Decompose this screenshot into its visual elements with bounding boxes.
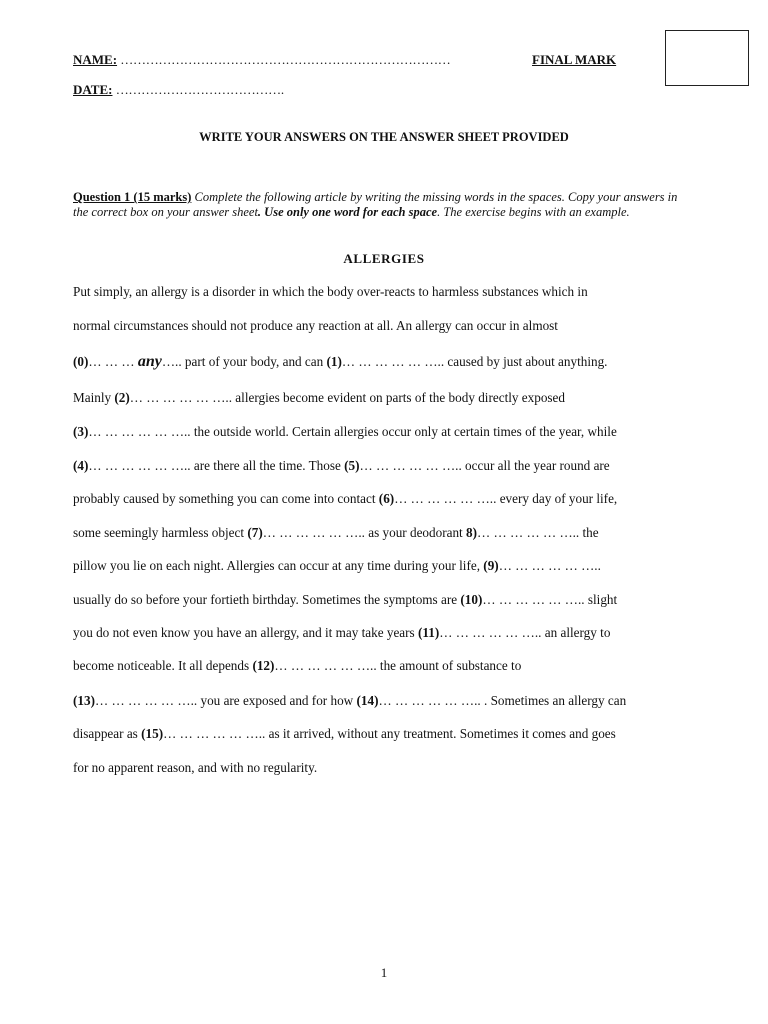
gap-number: (14) [356, 693, 379, 708]
gap-number: (5) [344, 458, 360, 473]
question-text-3: . The exercise begins with an example. [437, 205, 630, 219]
article-line [73, 318, 558, 334]
line-text: some seemingly harmless object [73, 525, 245, 540]
line-text: usually do so before your fortieth birthday. Sometimes the symptoms are [73, 592, 458, 607]
article-line [73, 760, 317, 776]
gap-number: (15) [141, 726, 164, 741]
line-text: you are exposed and for how [200, 693, 354, 708]
line-text: the amount of substance to [379, 658, 522, 673]
gap-number: (13) [73, 693, 95, 708]
name-blank: …………………………………………………………………… [120, 52, 451, 67]
line-text: an allergy to [544, 625, 611, 640]
gap-dots: … … … [88, 354, 135, 369]
date-label: DATE: [73, 82, 113, 97]
article-line [73, 353, 607, 371]
gap-number: (1) [326, 354, 342, 369]
article-line [73, 424, 617, 440]
line-text: as it arrived, without any treatment. Sometimes it comes and goes [268, 726, 616, 741]
question-label: Question 1 (15 marks) [73, 190, 192, 204]
question-bold-instruction: . Use only one word for each space [257, 205, 438, 219]
article-line [73, 693, 626, 709]
date-row [73, 82, 284, 98]
article-line [73, 491, 617, 507]
article-line [73, 284, 588, 300]
line-text: Put simply, an allergy is a disorder in which the body over-reacts to harmless substances which in [73, 284, 588, 299]
line-text: normal circumstances should not produce any reaction at all. An allergy can occur in almost [73, 318, 558, 333]
final-mark-box [665, 30, 749, 86]
line-text: . Sometimes an allergy can [483, 693, 627, 708]
gap-dots: … … … … … ….. [163, 726, 266, 741]
line-text: the outside world. Certain allergies occur only at certain times of the year, while [193, 424, 617, 439]
line-text: Mainly [73, 390, 112, 405]
name-row [73, 52, 451, 68]
gap-dots: … … … … … ….. [378, 693, 481, 708]
gap-dots: … … … … … ….. [88, 458, 191, 473]
gap-number: (11) [417, 625, 440, 640]
question-text-1: Complete the following article by writing the missing words in the spaces [191, 190, 562, 204]
article-line [73, 592, 617, 608]
gap-number: (2) [114, 390, 130, 405]
gap-dots: … … … … … ….. [482, 592, 585, 607]
line-text: every day of your life, [499, 491, 618, 506]
final-mark-label: FINAL MARK [532, 52, 617, 67]
answer-sheet-instruction: WRITE YOUR ANSWERS ON THE ANSWER SHEET PROVIDED [199, 130, 569, 144]
gap-dots: … … … … … ….. [477, 525, 580, 540]
line-text: pillow you lie on each night. Allergies can occur at any time during your life, [73, 558, 480, 573]
gap-number: (9) [483, 558, 499, 573]
gap-dots: … … … … … ….. [341, 354, 445, 369]
gap-dots: … … … … … ….. [498, 558, 601, 573]
gap-dots: … … … … … ….. [88, 424, 191, 439]
gap-number: (3) [73, 424, 89, 439]
article-title: ALLERGIES [343, 251, 425, 266]
gap-dots: … … … … … ….. [274, 658, 377, 673]
question-text-2: . Copy your answers in the correct box on your answer sheet [73, 190, 678, 219]
line-text: allergies become evident on parts of the body directly exposed [235, 390, 566, 405]
date-blank: …………………………………. [115, 82, 284, 97]
article-line [73, 625, 610, 641]
gap-dots: … … … … … ….. [359, 458, 462, 473]
line-text: ….. part of your body, and can [161, 354, 324, 369]
page-number: 1 [380, 965, 388, 980]
line-text: caused by just about anything. [447, 354, 608, 369]
gap-number: (4) [73, 458, 89, 473]
article-line [73, 458, 610, 474]
line-text: become noticeable. It all depends [73, 658, 250, 673]
line-text: you do not even know you have an allergy, and it may take years [73, 625, 415, 640]
gap-dots: … … … … … ….. [94, 693, 198, 708]
name-label: NAME: [73, 52, 118, 67]
article-line [73, 390, 565, 406]
gap-dots: … … … … … ….. [262, 525, 365, 540]
article-line [73, 726, 616, 742]
gap-number: (7) [247, 525, 263, 540]
example-answer: any [137, 353, 162, 370]
line-text: slight [587, 592, 618, 607]
final-mark-row [532, 52, 616, 68]
gap-dots: … … … … … ….. [129, 390, 232, 405]
gap-dots: … … … … … ….. [394, 491, 497, 506]
line-text: the [582, 525, 599, 540]
line-text: occur all the year round are [465, 458, 610, 473]
line-text: for no apparent reason, and with no regularity. [73, 760, 318, 775]
line-text: as your deodorant [368, 525, 463, 540]
line-text: disappear as [73, 726, 138, 741]
gap-number: (0) [73, 354, 89, 369]
gap-dots: … … … … … ….. [439, 625, 542, 640]
article-line [73, 525, 599, 541]
gap-number: 8) [466, 525, 478, 540]
article-line [73, 658, 521, 674]
gap-number: (6) [378, 491, 395, 506]
article-line [73, 558, 601, 574]
gap-number: (10) [460, 592, 483, 607]
line-text: probably caused by something you can come into contact [73, 491, 376, 506]
line-text: are there all the time. Those [193, 458, 341, 473]
question-intro [73, 190, 683, 220]
gap-number: (12) [252, 658, 275, 673]
